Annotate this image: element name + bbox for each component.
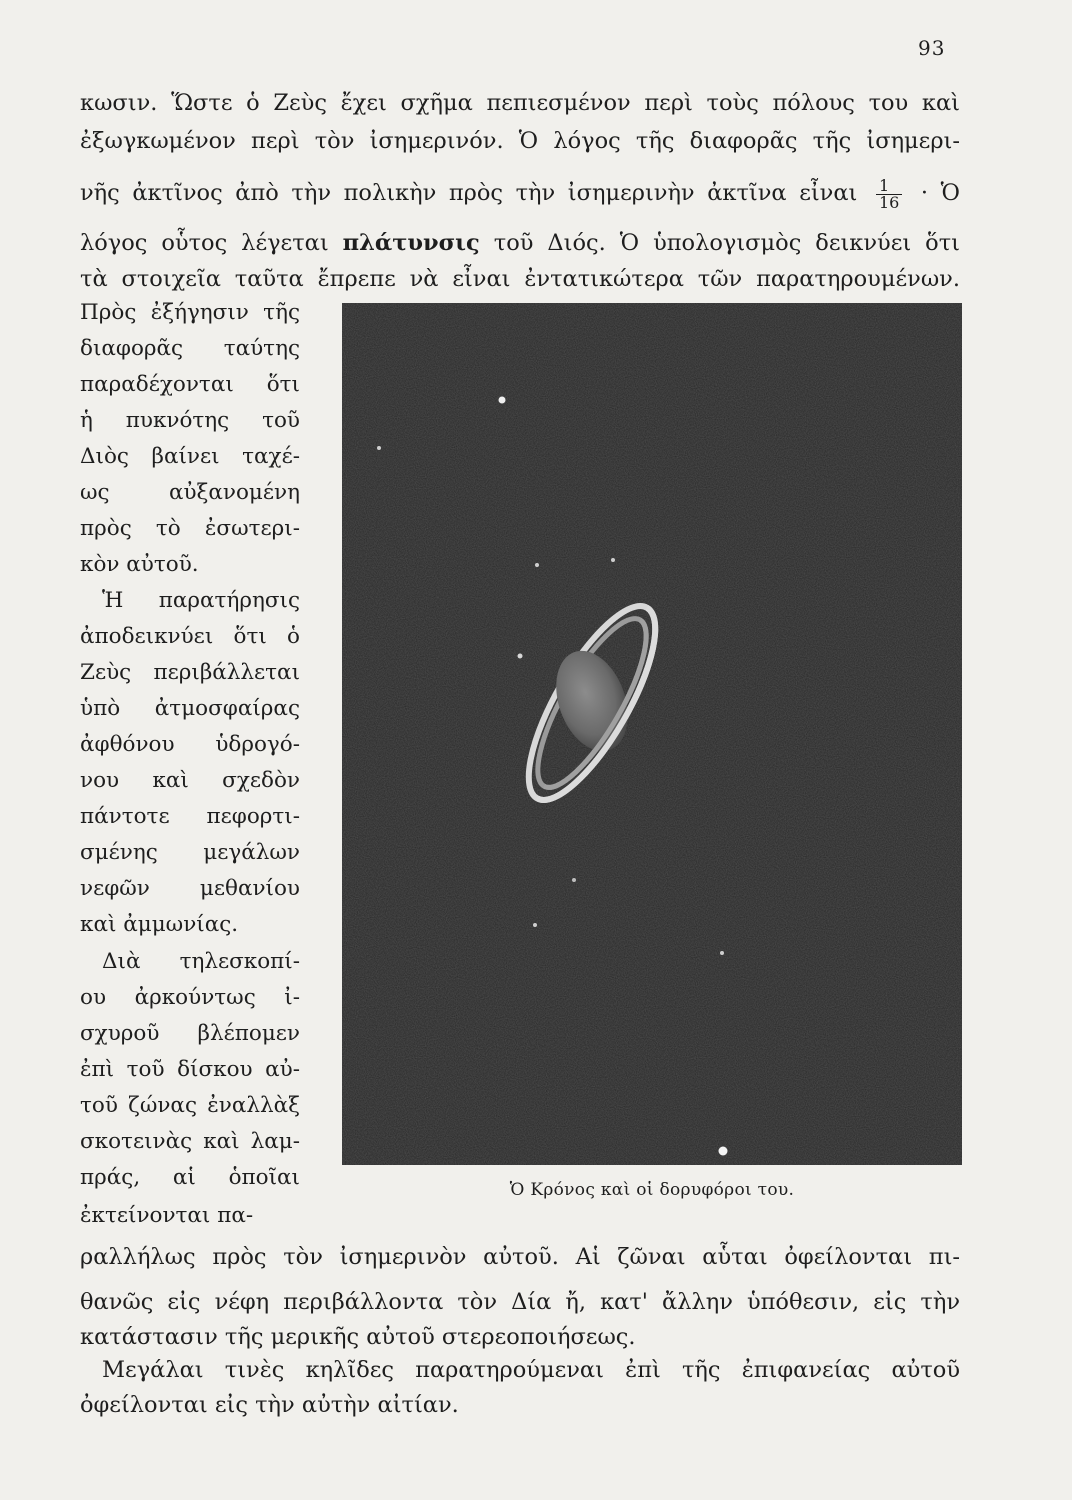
satellite [611,558,615,562]
text-line: Μεγάλαι τινὲς κηλῖδες παρατηρούμεναι ἐπὶ τῆς ἐπιφανείας αὐτοῦ [102,1357,960,1383]
text-line: τὰ στοιχεῖα ταῦτα ἔπρεπε νὰ εἶναι ἐντατικώτερα τῶν παρατηρουμένων. [80,266,960,292]
bold-line-tail: τοῦ Διός. Ὁ ὑπολογισμὸς δεικνύει ὅτι [493,230,960,256]
satellite [518,654,523,659]
side-column-line: Πρὸς ἐξήγησιν τῆς [80,300,300,325]
side-column-line: ἀφθόνου ὑδρογό- [80,732,300,757]
bold-line-text: λόγος οὗτος λέγεται [80,230,329,256]
side-column-line: κὸν αὐτοῦ. [80,552,199,577]
fraction-denominator: 16 [876,194,902,211]
side-column-line: ἐπὶ τοῦ δίσκου αὐ- [80,1057,300,1082]
side-column-line: πάντοτε πεφορτι- [80,804,300,829]
side-column-line: ἡ πυκνότης τοῦ [80,408,300,433]
fraction-line-text: νῆς ἀκτῖνος ἀπὸ τὴν πολικὴν πρὸς τὴν ἰσημερινὴν ἀκτῖνα εἶναι [80,180,858,206]
side-column-line: πρὸς τὸ ἐσωτερι- [80,516,300,541]
satellite [720,951,724,955]
text-line: θανῶς εἰς νέφη περιβάλλοντα τὸν Δία ἤ, κατ' ἄλλην ὑπόθεσιν, εἰς τὴν [80,1289,960,1315]
text-line: ἐξωγκωμένον περὶ τὸν ἰσημερινόν. Ὁ λόγος τῆς διαφορᾶς τῆς ἰσημερι- [80,128,960,154]
fraction [876,175,902,212]
text-line: ὀφείλονται εἰς τὴν αὐτὴν αἰτίαν. [80,1392,459,1418]
fraction-line-tail: · Ὁ [920,180,961,206]
side-column-line: νεφῶν μεθανίου [80,876,300,901]
side-column-line: παραδέχονται ὅτι [80,372,300,397]
side-column-line: ως αὐξανομένη [80,480,300,505]
side-column-line: Ἡ παρατήρησις [102,588,300,613]
figure-caption: Ὁ Κρόνος καὶ οἱ δορυφόροι του. [509,1180,795,1200]
bold-term: πλάτυνσις [342,230,480,256]
satellite [572,878,576,882]
satellite [499,397,506,404]
side-column-line: ἀποδεικνύει ὅτι ὁ [80,624,300,649]
side-column-line: ου ἀρκούντως ἰ- [80,985,300,1010]
side-column-line: πράς, αἱ ὁποῖαι [80,1165,300,1190]
satellite [719,1147,728,1156]
text-line: κατάστασιν τῆς μερικῆς αὐτοῦ στερεοποιήσεως. [80,1324,636,1350]
side-column-line: τοῦ ζώνας ἐναλλὰξ [80,1093,300,1118]
side-column-line: νου καὶ σχεδὸν [80,768,300,793]
side-column-line: Ζεὺς περιβάλλεται [80,660,300,685]
side-column-line: Διὸς βαίνει ταχέ- [80,444,300,469]
side-column-line: ἐκτείνονται πα- [80,1203,254,1228]
side-column-line: σκοτεινὰς καὶ λαμ- [80,1129,300,1154]
satellite [535,563,539,567]
side-column-line: Διὰ τηλεσκοπί- [102,949,300,974]
text-line: ραλλήλως πρὸς τὸν ἰσημερινὸν αὐτοῦ. Αἱ ζῶναι αὗται ὀφείλονται πι- [80,1244,960,1270]
saturn-photograph-icon [342,303,962,1165]
side-column-line: διαφορᾶς ταύτης [80,336,300,361]
satellite [533,923,537,927]
satellite [377,446,381,450]
side-column-line: σμένης μεγάλων [80,840,300,865]
side-column-line: καὶ ἀμμωνίας. [80,912,239,937]
text-line-with-bold-term [80,226,960,260]
text-line-with-fraction [80,176,960,211]
page-number: 93 [918,36,946,60]
text-line: κωσιν. Ὥστε ὁ Ζεὺς ἔχει σχῆμα πεπιεσμένον περὶ τοὺς πόλους του καὶ [80,90,960,116]
side-column-line: σχυροῦ βλέπομεν [80,1021,300,1046]
side-column-line: ὑπὸ ἀτμοσφαίρας [80,696,300,721]
fraction-numerator: 1 [878,175,890,195]
